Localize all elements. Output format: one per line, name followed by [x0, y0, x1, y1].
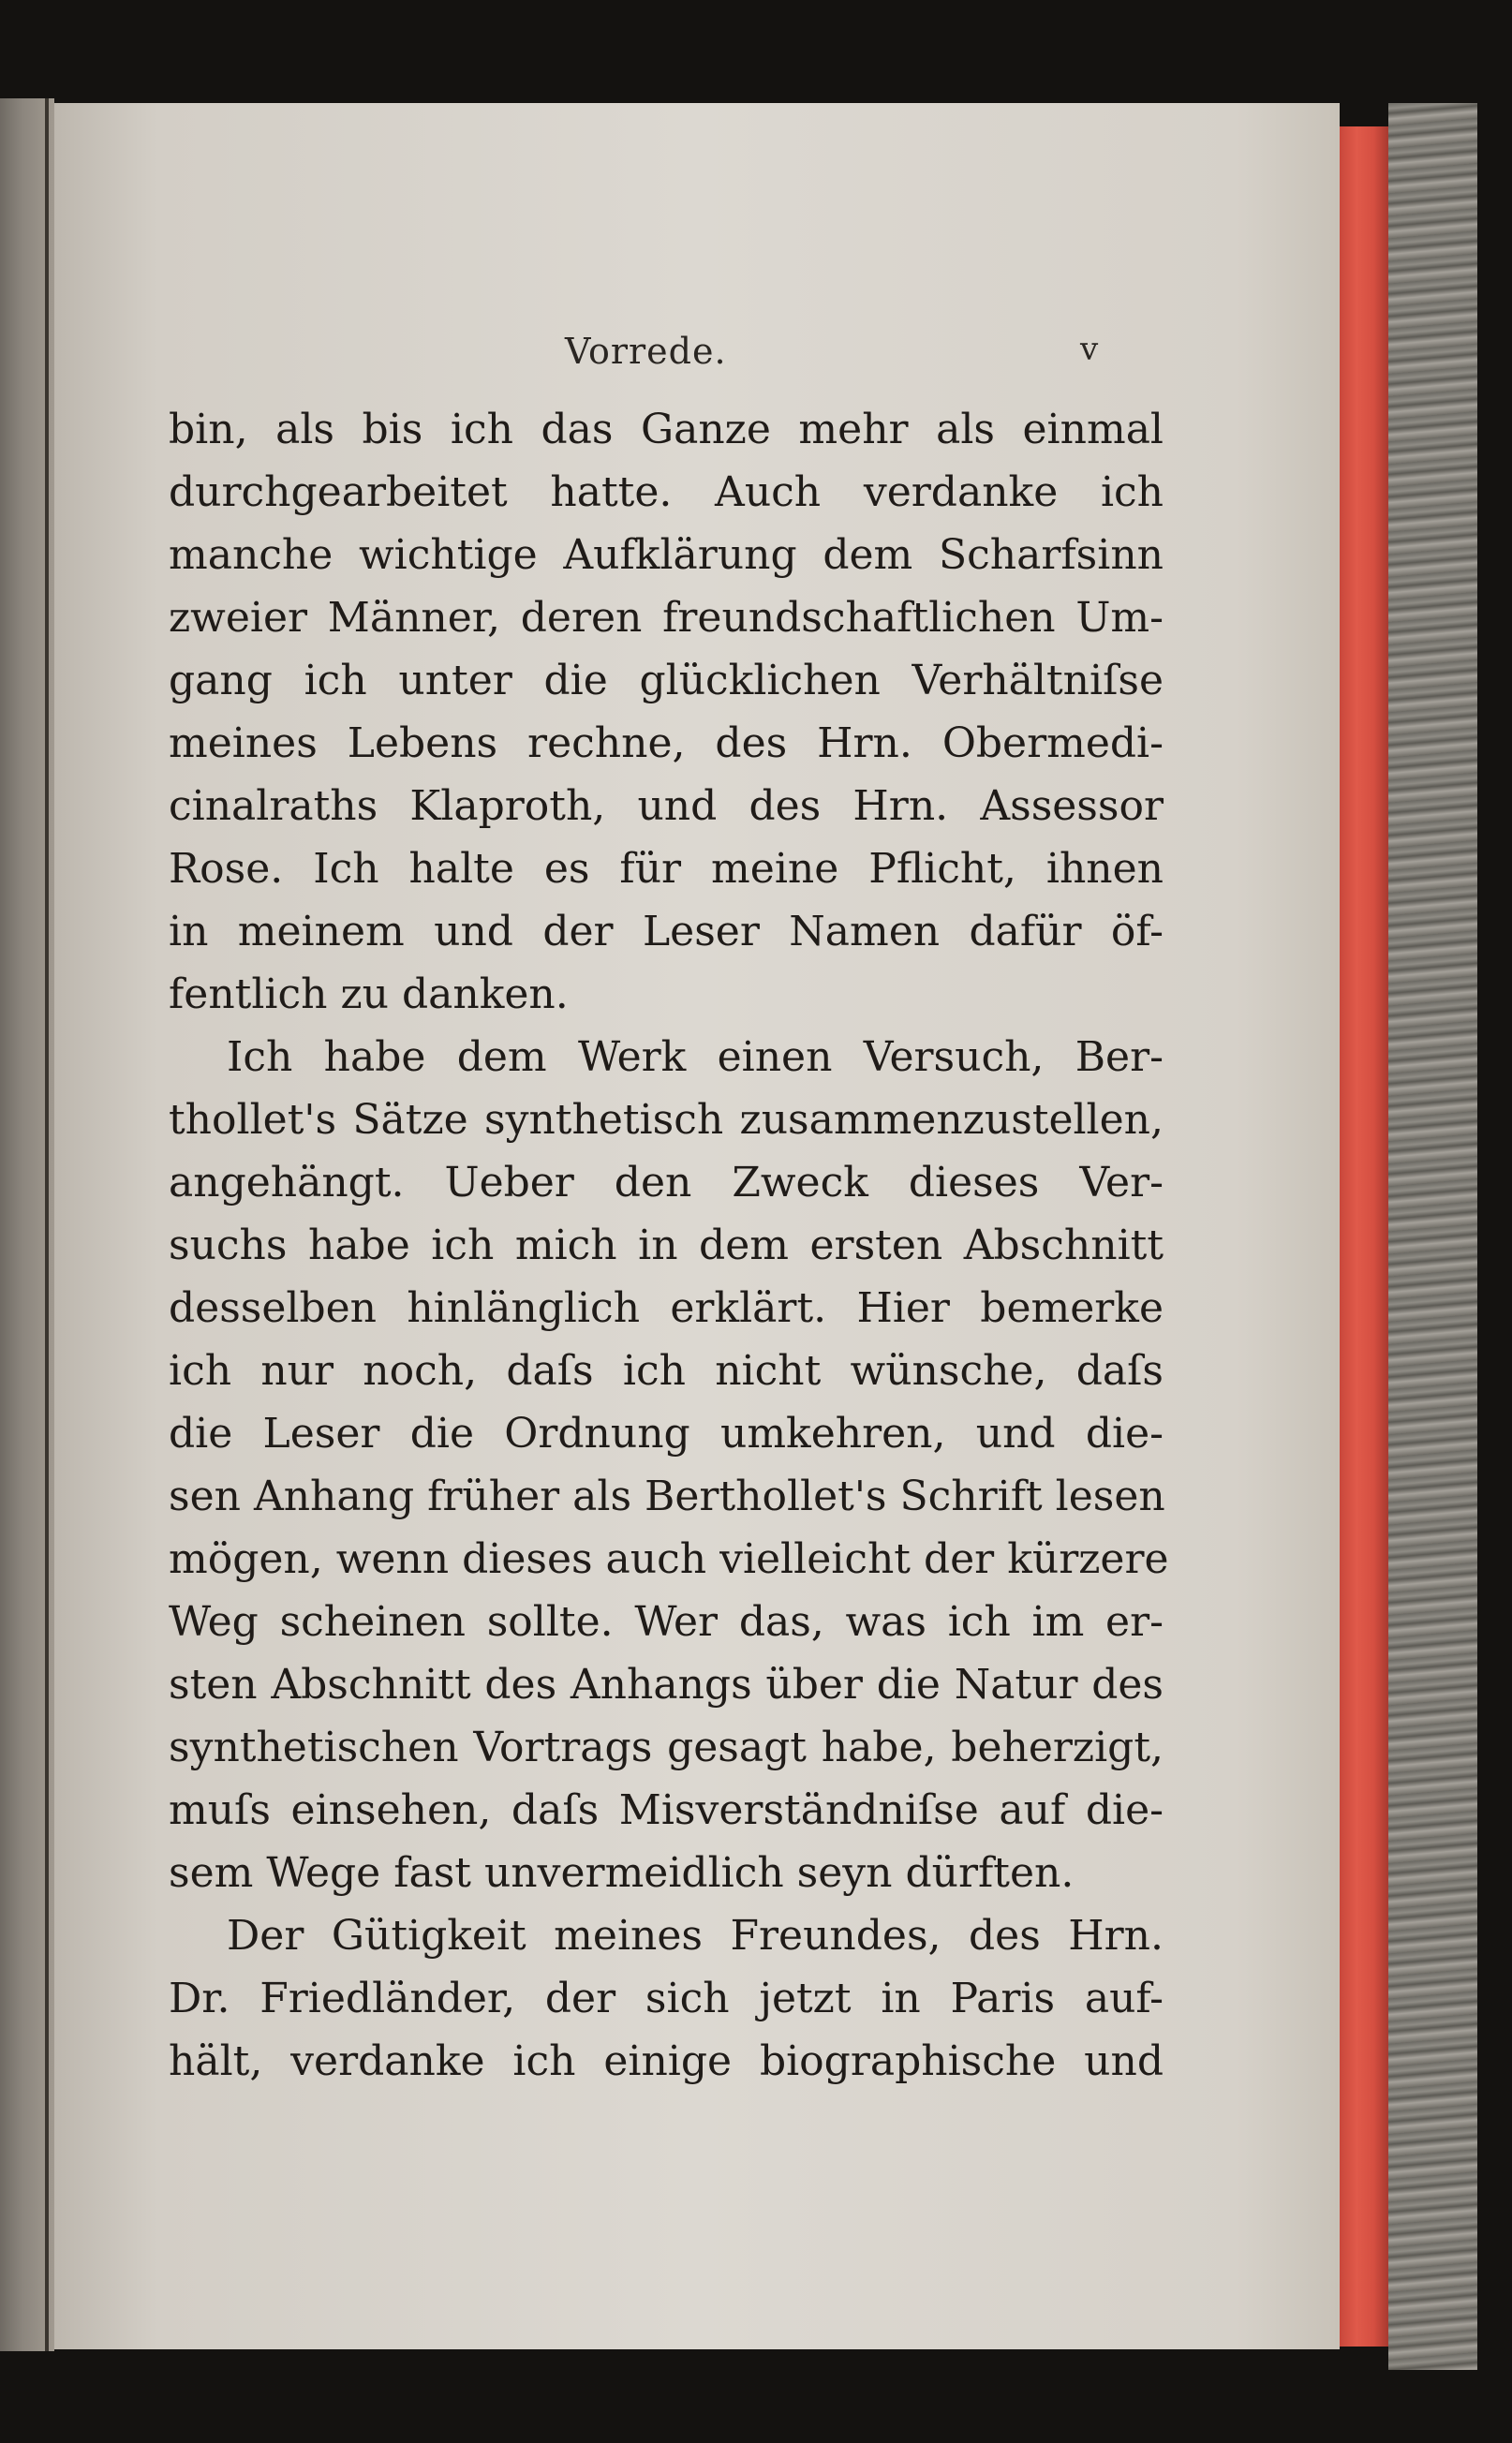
text-line: die Leser die Ordnung umkehren, und die-	[169, 1410, 1164, 1458]
text-line: synthetischen Vortrags gesagt habe, beherzigt,	[169, 1724, 1164, 1771]
running-head: Vorrede.	[565, 331, 727, 372]
text-line: gang ich unter die glücklichen Verhältniſse	[169, 657, 1164, 704]
text-line: sen Anhang früher als Berthollet's Schrift lesen	[169, 1473, 1165, 1520]
text-line: mögen, wenn dieses auch vielleicht der kürzere	[169, 1535, 1169, 1583]
text-line: Ich habe dem Werk einen Versuch, Ber-	[227, 1033, 1164, 1081]
text-line: ich nur noch, daſs ich nicht wünsche, daſs	[169, 1347, 1164, 1395]
text-line: Weg scheinen sollte. Wer das, was ich im er-	[169, 1598, 1164, 1646]
text-line: manche wichtige Aufklärung dem Scharfsinn	[169, 531, 1164, 579]
text-line: Rose. Ich halte es für meine Pflicht, ihnen	[169, 845, 1164, 893]
text-line: in meinem und der Leser Namen dafür öf-	[169, 908, 1164, 955]
text-line: Der Gütigkeit meines Freundes, des Hrn.	[227, 1912, 1164, 1960]
text-line: cinalraths Klaproth, und des Hrn. Assessor	[169, 782, 1164, 830]
text-line: sem Wege fast unvermeidlich seyn dürften.	[169, 1849, 1075, 1897]
text-line: meines Lebens rechne, des Hrn. Obermedi-	[169, 719, 1164, 767]
text-line: angehängt. Ueber den Zweck dieses Ver-	[169, 1159, 1164, 1207]
text-line: hält, verdanke ich einige biographische und	[169, 2037, 1164, 2085]
red-page-edge	[1340, 126, 1388, 2347]
text-line: zweier Männer, deren freundschaftlichen Um-	[169, 594, 1164, 642]
text-line: thollet's Sätze synthetisch zusammenzustellen,	[169, 1096, 1164, 1144]
text-line: desselben hinlänglich erklärt. Hier bemerke	[169, 1284, 1164, 1332]
marbled-binding-edge	[1388, 103, 1477, 2370]
page-header	[54, 331, 1340, 387]
body-text	[169, 398, 1169, 2093]
text-line: fentlich zu danken.	[169, 970, 569, 1018]
text-line: suchs habe ich mich in dem ersten Abschnitt	[169, 1222, 1164, 1269]
previous-page-edge	[0, 98, 54, 2351]
text-line: sten Abschnitt des Anhangs über die Natur des	[169, 1661, 1164, 1709]
text-line: bin, als bis ich das Ganze mehr als einmal	[169, 406, 1164, 453]
page-number: v	[1080, 331, 1099, 368]
background-shadow	[1477, 0, 1512, 2443]
text-line: durchgearbeitet hatte. Auch verdanke ich	[169, 468, 1164, 516]
book-page	[54, 103, 1340, 2349]
text-line: muſs einsehen, daſs Misverständniſse auf die-	[169, 1786, 1164, 1834]
text-line: Dr. Friedländer, der sich jetzt in Paris auf-	[169, 1975, 1164, 2022]
